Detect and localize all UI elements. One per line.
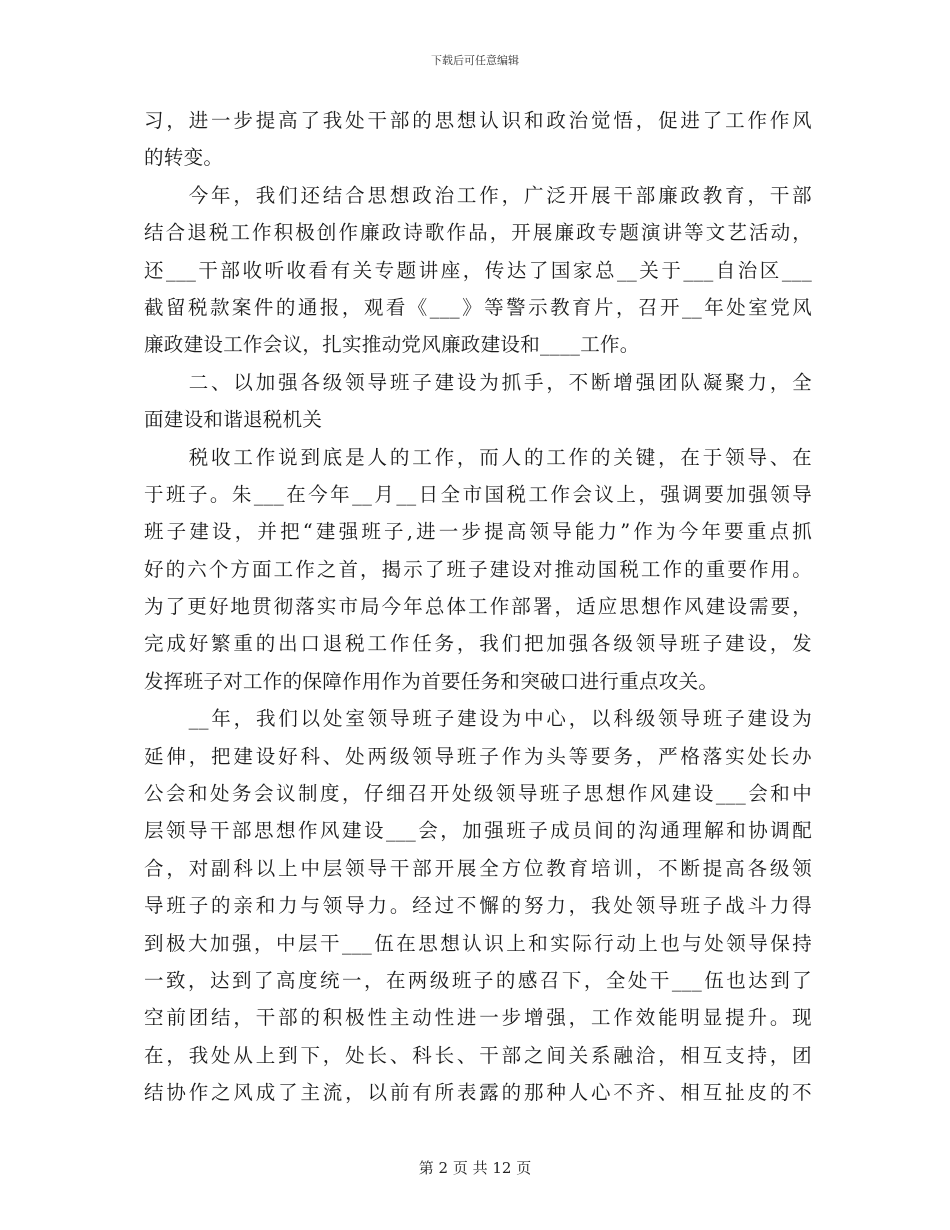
section-heading: 面建设和谐退税机关 [144, 408, 323, 432]
text-line: 延伸，把建设好科、处两级领导班子作为头等要务，严格落实处长办 [144, 744, 812, 768]
text-line: 的转变。 [144, 146, 224, 170]
text-line: 税收工作说到底是人的工作，而人的工作的关键，在于领导、在 [144, 445, 812, 469]
section-heading: 二、以加强各级领导班子建设为抓手，不断增强团队凝聚力，全 [144, 370, 812, 394]
page-header: 下载后可任意编辑 [431, 54, 519, 67]
text-line: 完成好繁重的出口退税工作任务，我们把加强各级领导班子建设，发 [144, 632, 812, 656]
page-number: 第 2 页 共 12 页 [418, 1159, 532, 1177]
text-line: 合，对副科以上中层领导干部开展全方位教育培训，不断提高各级领 [144, 856, 812, 880]
text-line: 导班子的亲和力与领导力。经过不懈的努力，我处领导班子战斗力得 [144, 894, 812, 918]
text-line: 习，进一步提高了我处干部的思想认识和政治觉悟，促进了工作作风 [144, 109, 812, 132]
text-line: 发挥班子对工作的保障作用作为首要任务和突破口进行重点攻关。 [144, 669, 719, 693]
text-line: 公会和处务会议制度，仔细召开处级领导班子思想作风建设___会和中 [144, 782, 812, 806]
text-line: 空前团结，干部的积极性主动性进一步增强，工作效能明显提升。现 [144, 1006, 812, 1030]
text-line: 一致，达到了高度统一，在两级班子的感召下，全处干___伍也达到了 [144, 968, 812, 992]
text-line: 于班子。朱___在今年__月__日全市国税工作会议上，强调要加强领导 [144, 482, 812, 506]
text-line: 结合退税工作积极创作廉政诗歌作品，开展廉政专题演讲等文艺活动， [144, 221, 812, 245]
text-line: 好的六个方面工作之首，揭示了班子建设对推动国税工作的重要作用。 [144, 557, 812, 581]
text-line: 层领导干部思想作风建设___会，加强班子成员间的沟通理解和协调配 [144, 819, 812, 843]
text-line: 截留税款案件的通报，观看《___》等警示教育片，召开__年处室党风 [144, 295, 812, 319]
text-line: 到极大加强，中层干___伍在思想认识上和实际行动上也与处领导保持 [144, 931, 812, 955]
document-body [144, 102, 812, 1112]
text-line: 班子建设，并把“建强班子,进一步提高领导能力”作为今年要重点抓 [144, 520, 812, 544]
text-line: 廉政建设工作会议，扎实推动党风廉政建设和____工作。 [144, 333, 640, 357]
text-line: 为了更好地贯彻落实市局今年总体工作部署，适应思想作风建设需要， [144, 595, 812, 619]
text-line: 还___干部收听收看有关专题讲座，传达了国家总__关于___自治区___ [144, 258, 812, 282]
text-line: __年，我们以处室领导班子建设为中心，以科级领导班子建设为 [144, 707, 812, 731]
text-line: 在，我处从上到下，处长、科长、干部之间关系融洽，相互支持，团 [144, 1043, 812, 1067]
text-line: 今年，我们还结合思想政治工作，广泛开展干部廉政教育，干部 [144, 183, 812, 207]
text-line: 结协作之风成了主流，以前有所表露的那种人心不齐、相互扯皮的不 [144, 1081, 812, 1105]
